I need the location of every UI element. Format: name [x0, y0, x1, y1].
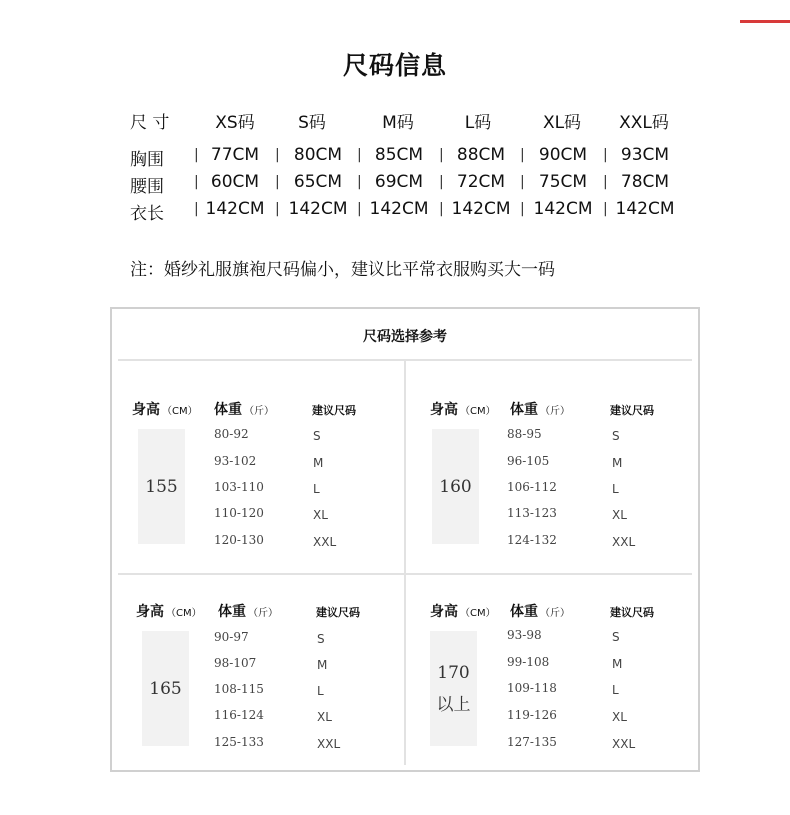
column-divider: |	[357, 147, 362, 163]
suggest-size-header: 建议尺码	[610, 606, 654, 619]
column-divider: |	[520, 201, 525, 217]
table-cell: 75CM	[538, 172, 588, 192]
page-title: 尺码信息	[342, 51, 447, 80]
suggested-size: XXL	[612, 535, 636, 549]
table-cell: 142CM	[451, 199, 511, 219]
reference-group	[132, 399, 422, 609]
table-cell: 90CM	[538, 145, 588, 165]
suggested-size: XXL	[612, 737, 636, 751]
column-divider: |	[603, 201, 608, 217]
height-label: 身高	[132, 402, 160, 418]
suggested-size: M	[317, 658, 328, 672]
size-reference-panel	[110, 307, 700, 772]
suggested-size: XL	[317, 710, 332, 724]
suggested-size: XL	[612, 710, 627, 724]
suggest-size-header: 建议尺码	[312, 404, 356, 417]
weight-range: 99-108	[507, 655, 550, 669]
column-divider: |	[275, 147, 280, 163]
weight-range: 108-115	[214, 682, 264, 696]
suggested-size: XL	[612, 508, 627, 522]
column-divider: |	[275, 201, 280, 217]
column-divider: |	[439, 201, 444, 217]
weight-range: 127-135	[507, 735, 557, 749]
suggested-size: S	[317, 632, 325, 646]
size-note: 注：婚纱礼服旗袍尺码偏小，建议比平常衣服购买大一码	[130, 260, 555, 280]
row-label: 衣长	[130, 204, 164, 224]
weight-range: 90-97	[214, 630, 249, 644]
height-header	[430, 601, 496, 621]
table-cell: 85CM	[374, 145, 424, 165]
height-unit: （CM）	[460, 406, 496, 417]
suggested-size: L	[612, 482, 619, 496]
table-cell: 78CM	[620, 172, 670, 192]
weight-range: 80-92	[214, 427, 249, 441]
suggested-size: S	[612, 429, 620, 443]
column-divider: |	[357, 201, 362, 217]
size-column-header: M码	[382, 113, 414, 133]
table-cell: 142CM	[288, 199, 348, 219]
size-column-header: XXL码	[619, 113, 669, 133]
table-cell: 88CM	[456, 145, 506, 165]
height-box	[142, 631, 189, 746]
weight-range: 103-110	[214, 480, 264, 494]
height-value: 160	[439, 476, 472, 497]
height-unit: （CM）	[166, 608, 202, 619]
height-note: 以上	[436, 694, 471, 715]
height-box	[138, 429, 185, 544]
column-divider: |	[603, 147, 608, 163]
accent-bar	[740, 20, 790, 23]
suggested-size: XXL	[313, 535, 337, 549]
weight-range: 93-98	[507, 628, 542, 642]
height-label: 身高	[430, 604, 458, 620]
size-column-header: S码	[298, 113, 326, 133]
height-header	[430, 399, 496, 419]
height-unit: （CM）	[460, 608, 496, 619]
weight-label: 体重	[214, 402, 242, 418]
weight-range: 96-105	[507, 454, 550, 468]
weight-header	[214, 399, 274, 419]
weight-range: 116-124	[214, 708, 264, 722]
table-cell: 77CM	[210, 145, 260, 165]
table-cell: 142CM	[369, 199, 429, 219]
column-divider: |	[439, 174, 444, 190]
table-cell: 80CM	[293, 145, 343, 165]
column-divider: |	[520, 147, 525, 163]
height-value: 165	[149, 678, 182, 699]
suggested-size: L	[317, 684, 324, 698]
weight-range: 98-107	[214, 656, 257, 670]
height-unit: （CM）	[162, 406, 198, 417]
table-cell: 142CM	[205, 199, 265, 219]
weight-unit: （斤）	[540, 608, 570, 619]
suggested-size: S	[313, 429, 321, 443]
suggested-size: L	[313, 482, 320, 496]
weight-range: 93-102	[214, 454, 257, 468]
weight-range: 124-132	[507, 533, 557, 547]
suggested-size: M	[313, 456, 324, 470]
table-cell: 142CM	[533, 199, 593, 219]
height-header	[132, 399, 198, 419]
weight-range: 110-120	[214, 506, 264, 520]
suggested-size: XXL	[317, 737, 341, 751]
size-column-header: XL码	[542, 113, 582, 133]
height-label: 身高	[136, 604, 164, 620]
table-cell: 72CM	[456, 172, 506, 192]
size-column-header: XS码	[215, 113, 255, 133]
weight-unit: （斤）	[248, 608, 278, 619]
suggested-size: S	[612, 630, 620, 644]
column-divider: |	[357, 174, 362, 190]
weight-label: 体重	[218, 604, 246, 620]
weight-range: 125-133	[214, 735, 264, 749]
weight-header	[510, 601, 570, 621]
weight-unit: （斤）	[540, 406, 570, 417]
table-cell: 69CM	[374, 172, 424, 192]
size-column-header: L码	[464, 113, 492, 133]
reference-group	[430, 601, 720, 811]
suggested-size: M	[612, 657, 623, 671]
size-header-label: 尺 寸	[130, 113, 170, 133]
weight-label: 体重	[510, 402, 538, 418]
weight-range: 113-123	[507, 506, 557, 520]
column-divider: |	[439, 147, 444, 163]
row-label: 胸围	[130, 150, 164, 170]
weight-header	[510, 399, 570, 419]
table-cell: 60CM	[210, 172, 260, 192]
column-divider: |	[194, 147, 199, 163]
height-header	[136, 601, 202, 621]
column-divider: |	[520, 174, 525, 190]
weight-header	[218, 601, 278, 621]
suggested-size: L	[612, 683, 619, 697]
height-box	[430, 631, 477, 746]
weight-range: 106-112	[507, 480, 557, 494]
suggested-size: XL	[313, 508, 328, 522]
height-label: 身高	[430, 402, 458, 418]
suggest-size-header: 建议尺码	[316, 606, 360, 619]
reference-group	[136, 601, 426, 811]
weight-range: 88-95	[507, 427, 542, 441]
reference-group	[430, 399, 720, 609]
weight-range: 109-118	[507, 681, 557, 695]
row-label: 腰围	[130, 177, 164, 197]
table-cell: 93CM	[620, 145, 670, 165]
suggest-size-header: 建议尺码	[610, 404, 654, 417]
weight-range: 120-130	[214, 533, 264, 547]
weight-label: 体重	[510, 604, 538, 620]
column-divider: |	[194, 201, 199, 217]
height-value: 170	[437, 662, 470, 683]
table-cell: 142CM	[615, 199, 675, 219]
reference-title: 尺码选择参考	[363, 329, 447, 345]
height-value: 155	[145, 476, 178, 497]
column-divider: |	[194, 174, 199, 190]
column-divider: |	[603, 174, 608, 190]
suggested-size: M	[612, 456, 623, 470]
height-box	[432, 429, 479, 544]
weight-range: 119-126	[507, 708, 557, 722]
weight-unit: （斤）	[244, 406, 274, 417]
table-cell: 65CM	[293, 172, 343, 192]
column-divider: |	[275, 174, 280, 190]
